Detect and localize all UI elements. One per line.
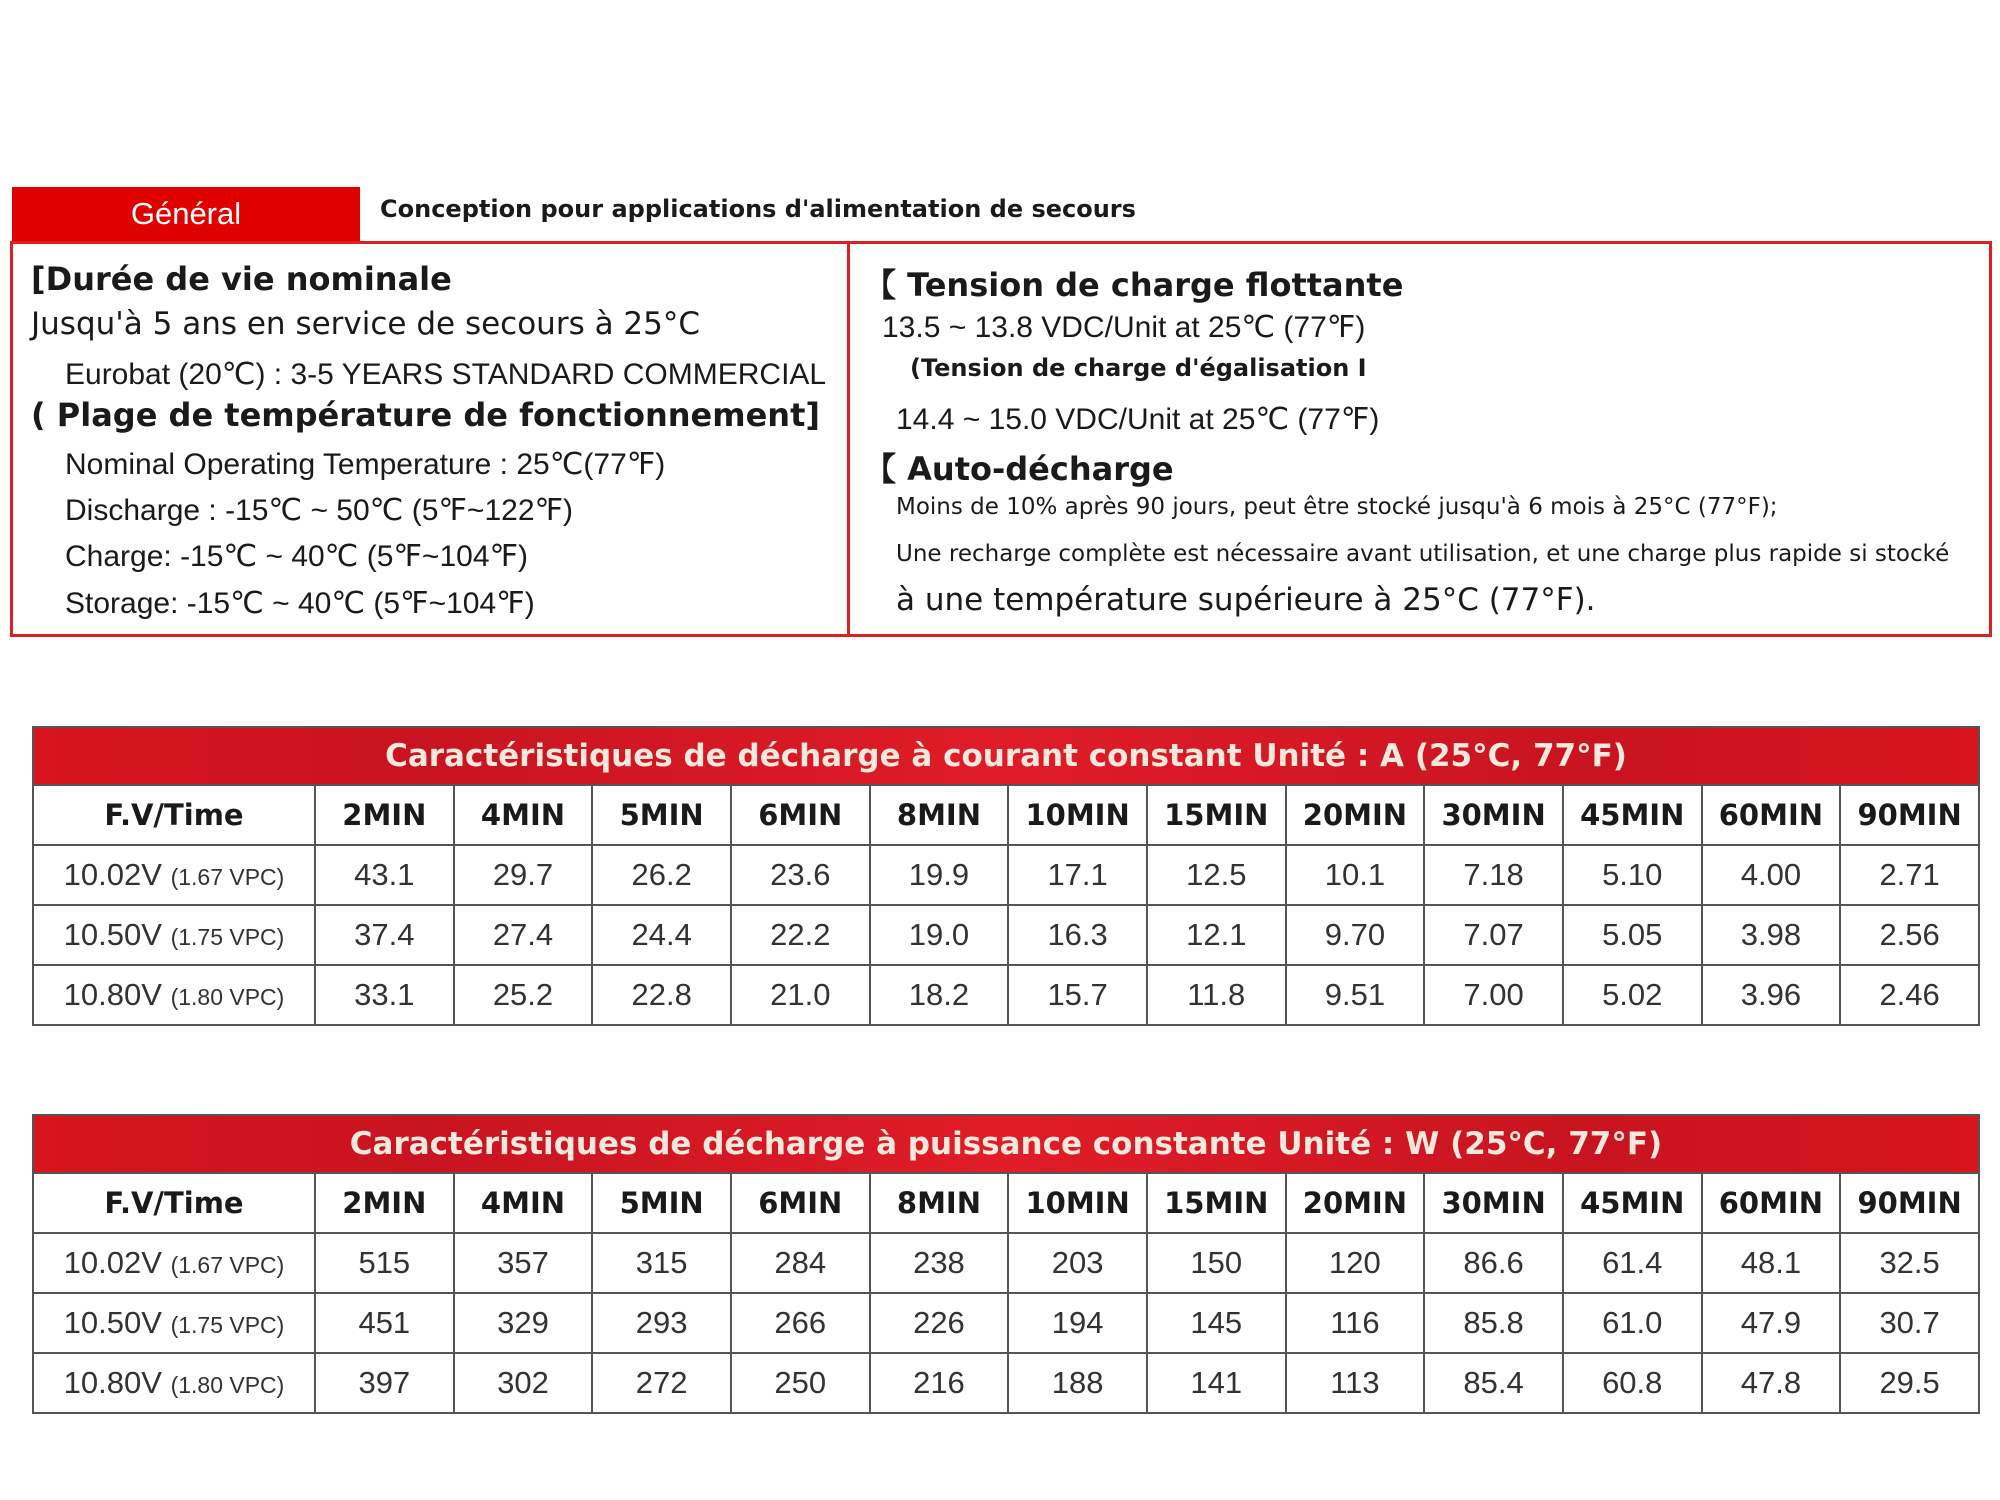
table-row <box>33 965 1979 1025</box>
column-header: 15MIN <box>1147 1173 1286 1233</box>
table-cell: 17.1 <box>1008 845 1147 905</box>
table-cell: 2.56 <box>1840 905 1979 965</box>
column-header: 8MIN <box>870 1173 1009 1233</box>
table-cell: 16.3 <box>1008 905 1147 965</box>
table-cell: 86.6 <box>1424 1233 1563 1293</box>
table-row <box>33 1293 1979 1353</box>
table-cell: 293 <box>592 1293 731 1353</box>
voltage-label: 10.50V <box>63 917 162 952</box>
column-header: F.V/Time <box>33 1173 315 1233</box>
table-cell: 61.0 <box>1563 1293 1702 1353</box>
constant-current-table-title: Caractéristiques de décharge à courant constant Unité : A (25°C, 77°F) <box>32 726 1980 784</box>
table-cell: 60.8 <box>1563 1353 1702 1413</box>
table-cell: 7.00 <box>1424 965 1563 1025</box>
equalization-charge-value: 14.4 ~ 15.0 VDC/Unit at 25℃ (77℉) <box>896 403 1380 436</box>
constant-power-table-title: Caractéristiques de décharge à puissance constante Unité : W (25°C, 77°F) <box>32 1114 1980 1172</box>
table-cell: 194 <box>1008 1293 1147 1353</box>
voltage-label: 10.02V <box>63 1245 162 1280</box>
vpc-label: (1.80 VPC) <box>170 1372 285 1398</box>
table-cell: 29.7 <box>454 845 593 905</box>
table-row <box>33 905 1979 965</box>
table-cell: 397 <box>315 1353 454 1413</box>
table-cell: 23.6 <box>731 845 870 905</box>
column-header: 6MIN <box>731 1173 870 1233</box>
self-discharge-line-1: Moins de 10% après 90 jours, peut être stocké jusqu'à 6 mois à 25°C (77°F); <box>896 494 1778 520</box>
table-cell: 238 <box>870 1233 1009 1293</box>
final-voltage-cell <box>33 905 315 965</box>
table-cell: 61.4 <box>1563 1233 1702 1293</box>
table-cell: 19.0 <box>870 905 1009 965</box>
table-cell: 357 <box>454 1233 593 1293</box>
table-row <box>33 1353 1979 1413</box>
operating-temperature-heading: ( Plage de température de fonctionnement] <box>31 396 820 434</box>
column-header: 20MIN <box>1286 1173 1425 1233</box>
column-header: 60MIN <box>1702 1173 1841 1233</box>
column-header: 45MIN <box>1563 1173 1702 1233</box>
final-voltage-cell <box>33 1353 315 1413</box>
table-cell: 47.9 <box>1702 1293 1841 1353</box>
table-header-row <box>33 1173 1979 1233</box>
table-cell: 9.70 <box>1286 905 1425 965</box>
specifications-right-panel <box>850 244 1989 634</box>
final-voltage-cell <box>33 965 315 1025</box>
voltage-label: 10.80V <box>63 1365 162 1400</box>
nominal-life-heading: [Durée de vie nominale <box>31 260 452 298</box>
column-header: F.V/Time <box>33 785 315 845</box>
float-charge-heading: 【 Tension de charge flottante <box>864 266 1404 304</box>
column-header: 90MIN <box>1840 1173 1979 1233</box>
general-description: Conception pour applications d'alimentation de secours <box>380 195 1136 223</box>
table-cell: 120 <box>1286 1233 1425 1293</box>
table-cell: 188 <box>1008 1353 1147 1413</box>
column-header: 8MIN <box>870 785 1009 845</box>
float-charge-value: 13.5 ~ 13.8 VDC/Unit at 25℃ (77℉) <box>882 311 1366 344</box>
final-voltage-cell <box>33 1233 315 1293</box>
specifications-left-panel <box>13 244 850 634</box>
table-cell: 43.1 <box>315 845 454 905</box>
charge-temperature: Charge: -15℃ ~ 40℃ (5℉~104℉) <box>65 540 529 573</box>
self-discharge-line-3: à une température supérieure à 25°C (77°F). <box>896 582 1596 618</box>
table-cell: 203 <box>1008 1233 1147 1293</box>
table-cell: 22.8 <box>592 965 731 1025</box>
column-header: 30MIN <box>1424 785 1563 845</box>
table-cell: 272 <box>592 1353 731 1413</box>
column-header: 5MIN <box>592 785 731 845</box>
table-row <box>33 1233 1979 1293</box>
self-discharge-line-2: Une recharge complète est nécessaire avant utilisation, et une charge plus rapide si stocké <box>896 541 1950 567</box>
table-cell: 32.5 <box>1840 1233 1979 1293</box>
nominal-operating-temperature: Nominal Operating Temperature : 25℃(77℉) <box>65 448 666 481</box>
vpc-label: (1.67 VPC) <box>170 1252 285 1278</box>
column-header: 90MIN <box>1840 785 1979 845</box>
table-cell: 48.1 <box>1702 1233 1841 1293</box>
vpc-label: (1.75 VPC) <box>170 1312 285 1338</box>
table-cell: 315 <box>592 1233 731 1293</box>
table-cell: 9.51 <box>1286 965 1425 1025</box>
table-cell: 226 <box>870 1293 1009 1353</box>
column-header: 60MIN <box>1702 785 1841 845</box>
final-voltage-cell <box>33 845 315 905</box>
table-cell: 85.4 <box>1424 1353 1563 1413</box>
voltage-label: 10.02V <box>63 857 162 892</box>
table-cell: 266 <box>731 1293 870 1353</box>
table-cell: 5.02 <box>1563 965 1702 1025</box>
voltage-label: 10.50V <box>63 1305 162 1340</box>
table-cell: 85.8 <box>1424 1293 1563 1353</box>
column-header: 6MIN <box>731 785 870 845</box>
voltage-label: 10.80V <box>63 977 162 1012</box>
table-cell: 30.7 <box>1840 1293 1979 1353</box>
table-cell: 7.18 <box>1424 845 1563 905</box>
storage-temperature: Storage: -15℃ ~ 40℃ (5℉~104℉) <box>65 587 535 620</box>
table-cell: 22.2 <box>731 905 870 965</box>
table-cell: 302 <box>454 1353 593 1413</box>
table-cell: 3.98 <box>1702 905 1841 965</box>
table-cell: 15.7 <box>1008 965 1147 1025</box>
constant-current-data-table <box>32 784 1980 1026</box>
table-cell: 33.1 <box>315 965 454 1025</box>
table-cell: 515 <box>315 1233 454 1293</box>
table-cell: 7.07 <box>1424 905 1563 965</box>
table-cell: 3.96 <box>1702 965 1841 1025</box>
column-header: 15MIN <box>1147 785 1286 845</box>
vpc-label: (1.75 VPC) <box>170 924 285 950</box>
general-tab: Général <box>12 187 360 241</box>
column-header: 30MIN <box>1424 1173 1563 1233</box>
equalization-charge-heading: (Tension de charge d'égalisation I <box>910 354 1367 382</box>
table-cell: 116 <box>1286 1293 1425 1353</box>
table-cell: 18.2 <box>870 965 1009 1025</box>
table-cell: 141 <box>1147 1353 1286 1413</box>
table-cell: 4.00 <box>1702 845 1841 905</box>
table-cell: 145 <box>1147 1293 1286 1353</box>
table-cell: 11.8 <box>1147 965 1286 1025</box>
column-header: 45MIN <box>1563 785 1702 845</box>
specifications-box <box>10 241 1992 637</box>
column-header: 10MIN <box>1008 1173 1147 1233</box>
table-cell: 21.0 <box>731 965 870 1025</box>
nominal-life-text: Jusqu'à 5 ans en service de secours à 25°C <box>31 306 701 342</box>
column-header: 2MIN <box>315 1173 454 1233</box>
column-header: 2MIN <box>315 785 454 845</box>
table-cell: 47.8 <box>1702 1353 1841 1413</box>
self-discharge-heading: 【 Auto-décharge <box>864 450 1174 488</box>
table-header-row <box>33 785 1979 845</box>
constant-power-table <box>32 1114 1980 1414</box>
discharge-temperature: Discharge : -15℃ ~ 50℃ (5℉~122℉) <box>65 494 574 527</box>
table-cell: 2.46 <box>1840 965 1979 1025</box>
column-header: 20MIN <box>1286 785 1425 845</box>
table-cell: 29.5 <box>1840 1353 1979 1413</box>
table-cell: 216 <box>870 1353 1009 1413</box>
constant-power-data-table <box>32 1172 1980 1414</box>
table-cell: 19.9 <box>870 845 1009 905</box>
table-cell: 10.1 <box>1286 845 1425 905</box>
table-cell: 113 <box>1286 1353 1425 1413</box>
table-cell: 37.4 <box>315 905 454 965</box>
table-cell: 24.4 <box>592 905 731 965</box>
table-cell: 12.5 <box>1147 845 1286 905</box>
final-voltage-cell <box>33 1293 315 1353</box>
table-cell: 329 <box>454 1293 593 1353</box>
table-cell: 150 <box>1147 1233 1286 1293</box>
table-cell: 27.4 <box>454 905 593 965</box>
table-cell: 2.71 <box>1840 845 1979 905</box>
table-cell: 5.10 <box>1563 845 1702 905</box>
vpc-label: (1.80 VPC) <box>170 984 285 1010</box>
table-cell: 250 <box>731 1353 870 1413</box>
column-header: 4MIN <box>454 1173 593 1233</box>
table-row <box>33 845 1979 905</box>
vpc-label: (1.67 VPC) <box>170 864 285 890</box>
table-cell: 26.2 <box>592 845 731 905</box>
table-cell: 5.05 <box>1563 905 1702 965</box>
column-header: 10MIN <box>1008 785 1147 845</box>
table-cell: 25.2 <box>454 965 593 1025</box>
eurobat-text: Eurobat (20℃) : 3-5 YEARS STANDARD COMMERCIAL <box>65 358 827 391</box>
table-cell: 12.1 <box>1147 905 1286 965</box>
table-cell: 451 <box>315 1293 454 1353</box>
constant-current-table <box>32 726 1980 1026</box>
column-header: 5MIN <box>592 1173 731 1233</box>
column-header: 4MIN <box>454 785 593 845</box>
table-cell: 284 <box>731 1233 870 1293</box>
